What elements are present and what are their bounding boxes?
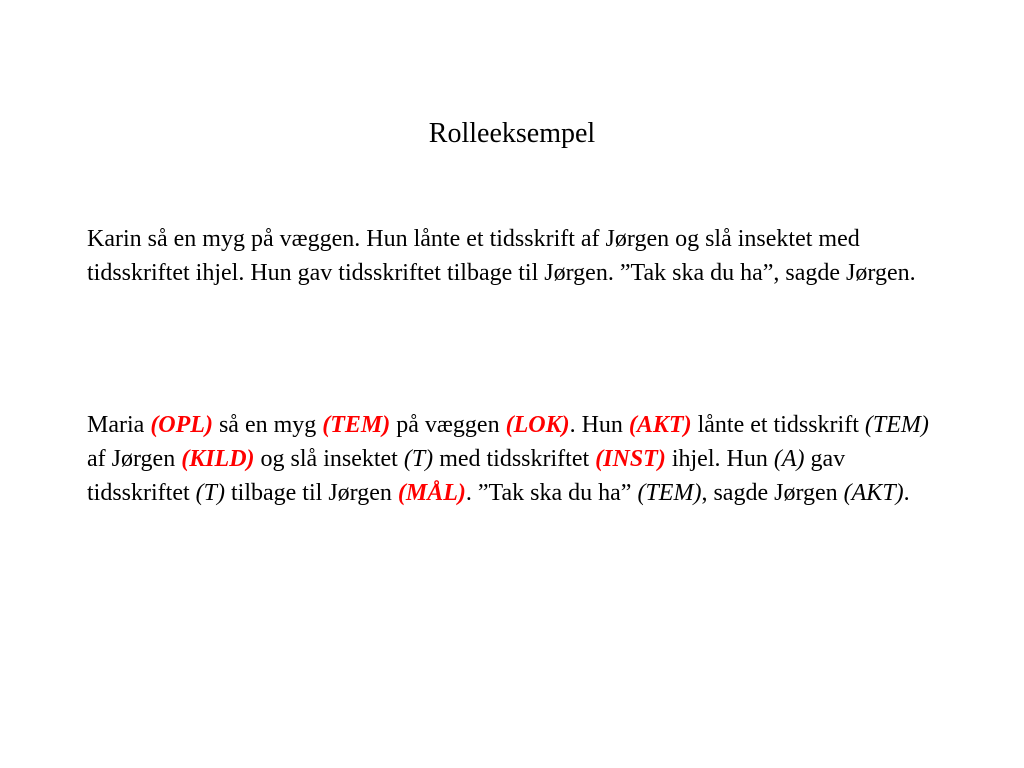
annotated-paragraph (87, 408, 937, 510)
role-label: (TEM) (864, 412, 929, 438)
text-segment: af Jørgen (87, 446, 182, 472)
role-label: (TEM) (637, 480, 702, 506)
example-paragraph: Karin så en myg på væggen. Hun lånte et tidsskrift af Jørgen og slå insektet med tidsskriftet ihjel. Hun gav tidsskriftet tilbage til Jørgen. ”Tak ska du ha”, sagde Jørgen. (87, 226, 916, 286)
role-label: (INST) (595, 446, 666, 472)
role-label: (T) (403, 446, 434, 472)
role-label: (T) (195, 480, 225, 506)
text-segment: gav tidsskriftet (87, 446, 846, 506)
role-label: (LOK) (505, 412, 570, 438)
text-segment: tilbage til Jørgen (225, 480, 398, 506)
text-segment: Maria (87, 412, 151, 438)
role-label: (OPL) (150, 412, 213, 438)
text-segment: lånte et tidsskrift (691, 412, 865, 438)
text-segment: . (903, 480, 910, 506)
role-label: (TEM) (322, 412, 391, 438)
slide-title: Rolleeksempel (428, 118, 596, 149)
text-segment: så en myg (212, 412, 323, 438)
role-label: (A) (773, 446, 805, 472)
text-segment: . Hun (569, 412, 629, 438)
text-segment: på væggen (390, 412, 506, 438)
text-segment: , sagde Jørgen (701, 480, 844, 506)
role-label: (KILD) (181, 446, 255, 472)
text-segment: med tidsskriftet (433, 446, 596, 472)
role-label: (AKT) (843, 480, 904, 506)
text-segment: ihjel. Hun (665, 446, 774, 472)
text-segment: . ”Tak ska du ha” (465, 480, 638, 506)
role-label: (MÅL) (397, 480, 466, 506)
text-segment: og slå insektet (254, 446, 404, 472)
role-label: (AKT) (628, 412, 692, 438)
